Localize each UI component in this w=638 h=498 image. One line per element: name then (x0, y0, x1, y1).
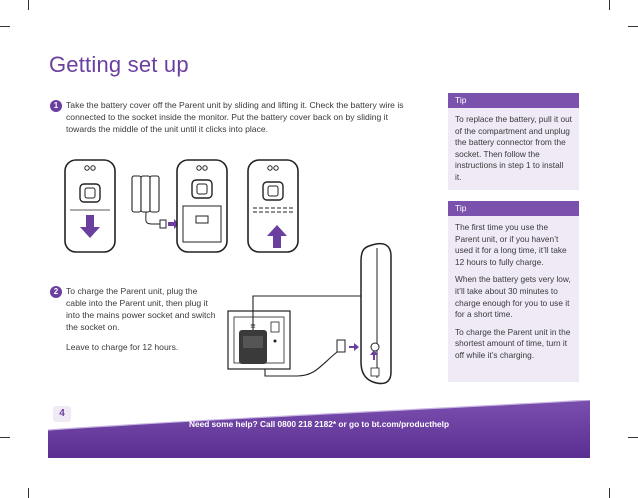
page-number: 4 (53, 406, 71, 422)
mains-socket-drawing (228, 311, 290, 369)
battery-pack-drawing (132, 176, 166, 228)
tip-heading: Tip (448, 201, 579, 216)
step-2-illustration (225, 236, 435, 386)
crop-mark (609, 488, 610, 498)
crop-mark (0, 26, 10, 27)
help-text: Need some help? Call 0800 218 2182* or go to bt.com/producthelp (188, 419, 450, 429)
step-1-number: 1 (50, 100, 62, 112)
crop-mark (28, 488, 29, 498)
right-arrow-icon (349, 343, 359, 351)
svg-text:≡: ≡ (250, 322, 256, 330)
tip-text: The first time you use the Parent unit, or if you haven’t used it for a long time, it’ll take 12 hours to fully charge. (455, 222, 567, 267)
page-title: Getting set up (49, 52, 189, 77)
parent-unit-open-drawing (177, 160, 227, 252)
parent-unit-side-drawing (361, 244, 391, 384)
footer-banner (0, 400, 638, 458)
tip-box-charging (448, 201, 579, 382)
tip-heading: Tip (448, 93, 579, 108)
crop-mark (628, 26, 638, 27)
parent-unit-front-drawing (65, 160, 115, 252)
tip-text: When the battery gets very low, it’ll take about 30 minutes to charge enough for you to use it for a short time. (455, 274, 571, 320)
step-2-note: Leave to charge for 12 hours. (66, 342, 179, 352)
tip-box-battery (448, 93, 579, 190)
tip-text: To charge the Parent unit in the shortest amount of time, turn it off while it’s charging. (455, 326, 571, 360)
tip-text: To replace the battery, pull it out of the compartment and unplug the battery connector from the socket. Then follow the instructions in step 1 to install it. (455, 114, 572, 182)
step-2-text: To charge the Parent unit, plug the cable into the Parent unit, then plug it into the mains power socket and switch the socket on. (66, 286, 216, 332)
step-2-number: 2 (50, 286, 62, 298)
crop-mark (609, 0, 610, 10)
crop-mark (28, 0, 29, 10)
step-1-text: Take the battery cover off the Parent unit by sliding and lifting it. Check the battery wire is connected to the socket inside the monitor. Put the battery cover back on by sliding it towards the middle of the unit until it clicks into place. (66, 100, 404, 134)
